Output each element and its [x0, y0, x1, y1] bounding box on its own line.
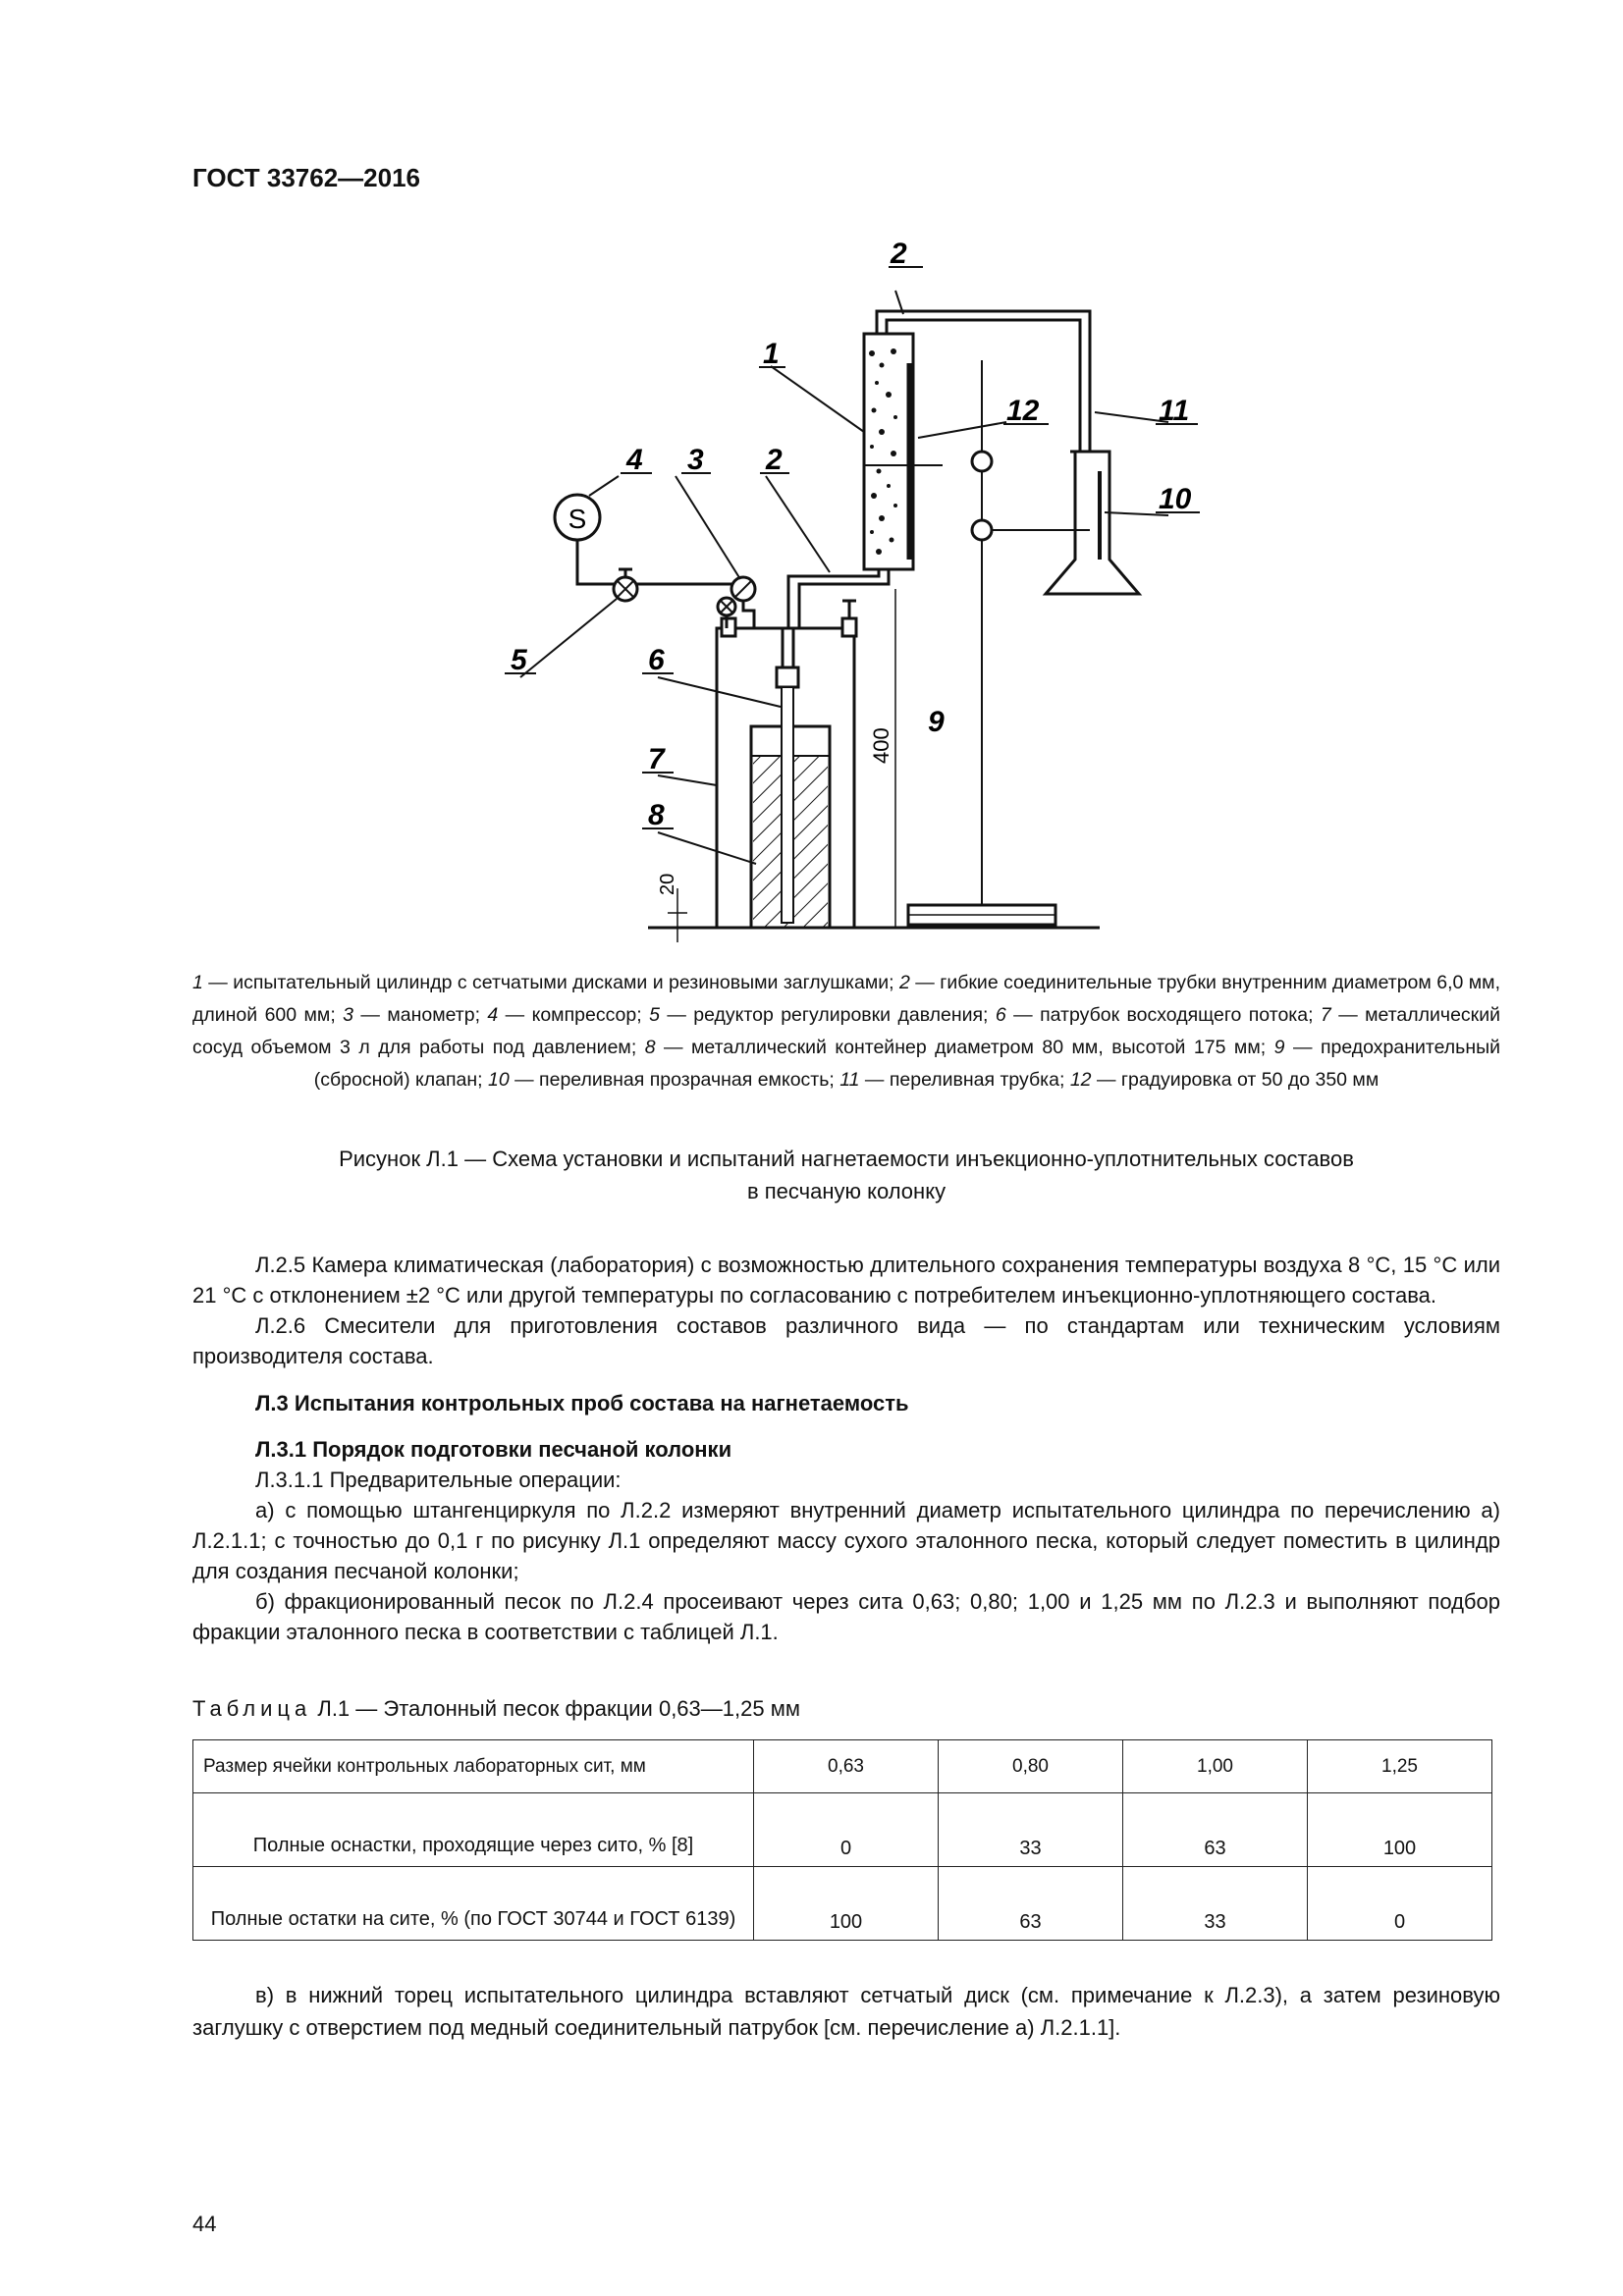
label-2-left: 2 — [766, 444, 783, 476]
paragraph-item-v: в) в нижний торец испытательного цилиндра вставляют сетчатый диск (см. примечание к Л.2.3), а затем резиновую заглушку с отверстием под медный соединительный патрубок [см. перечисление а) Л.2.1.1]. — [192, 1983, 1500, 2040]
table-cell: 33 — [1123, 1867, 1308, 1941]
label-3: 3 — [687, 444, 704, 476]
table-header-cell: 0,63 — [754, 1740, 939, 1793]
gauge-label: S — [568, 504, 587, 534]
dimension-20: 20 — [657, 873, 678, 895]
label-7: 7 — [648, 743, 665, 775]
label-10: 10 — [1159, 483, 1192, 515]
section-heading-l3: Л.3 Испытания контрольных проб состава на нагнетаемость — [255, 1391, 909, 1415]
document-header: ГОСТ 33762—2016 — [192, 163, 420, 192]
table-header-cell: Размер ячейки контрольных лабораторных сит, мм — [193, 1740, 754, 1793]
table-header-cell: 0,80 — [939, 1740, 1123, 1793]
dimension-400: 400 — [869, 727, 893, 764]
paragraph-l25: Л.2.5 Камера климатическая (лаборатория) с возможностью длительного сохранения температуры воздуха 8 °С, 15 °С или 21 °С с отклонением ±2 °С или другой температуры по согласованию с потребителем инъекционно-уплотняющего состава. — [192, 1253, 1500, 1308]
label-9: 9 — [928, 706, 945, 738]
table-header-row — [193, 1740, 1492, 1793]
table-cell: 63 — [1123, 1793, 1308, 1867]
apparatus-diagram — [471, 231, 1192, 937]
table-cell: 33 — [939, 1793, 1123, 1867]
paragraph-item-b: б) фракционированный песок по Л.2.4 просеивают через сита 0,63; 0,80; 1,00 и 1,25 мм по Л.2.3 и выполняют подбор фракции эталонного песка в соответствии с таблицей Л.1. — [192, 1589, 1500, 1644]
table-caption: Таблица Л.1 — Эталонный песок фракции 0,63—1,25 мм — [192, 1696, 800, 1721]
table-cell: 63 — [939, 1867, 1123, 1941]
label-11: 11 — [1159, 395, 1190, 427]
table-row — [193, 1793, 1492, 1867]
page-number: 44 — [192, 2212, 217, 2236]
table-cell: 0 — [1308, 1867, 1492, 1941]
table-header-cell: 1,25 — [1308, 1740, 1492, 1793]
table-cell: 100 — [1308, 1793, 1492, 1867]
subsection-heading-l31: Л.3.1 Порядок подготовки песчаной колонки — [255, 1437, 732, 1462]
body-text — [192, 1250, 1500, 1647]
paragraph-l311: Л.3.1.1 Предварительные операции: — [255, 1468, 622, 1492]
label-4: 4 — [626, 444, 643, 476]
label-5: 5 — [511, 644, 527, 676]
label-8: 8 — [648, 799, 665, 831]
paragraph-l26: Л.2.6 Смесители для приготовления составов различного вида — по стандартам или техническим условиям производителя состава. — [192, 1313, 1500, 1368]
figure-caption: Рисунок Л.1 — Схема установки и испытаний нагнетаемости инъекционно-уплотнительных составов в песчаную колонку — [339, 1147, 1354, 1203]
label-12: 12 — [1006, 395, 1040, 427]
table-cell: Полные остатки на сите, % (по ГОСТ 30744 и ГОСТ 6139) — [193, 1867, 754, 1941]
table-cell: 100 — [754, 1867, 939, 1941]
label-2-top: 2 — [891, 238, 907, 270]
table-cell: Полные оснастки, проходящие через сито, % [8] — [193, 1793, 754, 1867]
label-1: 1 — [763, 338, 780, 370]
figure-legend: 1 — испытательный цилиндр с сетчатыми дисками и резиновыми заглушками; 2 — гибкие соединительные трубки внутренним диаметром 6,0 мм, длиной 600 мм; 3 — манометр; 4 — компрессор; 5 — редуктор регулировки давления; 6 — патрубок восходящего потока; 7 — металлический сосуд объемом 3 л для работы под давлением; 8 — металлический контейнер диаметром 80 мм, высотой 175 мм; 9 — предохранительный (сбросной) клапан; 10 — переливная прозрачная емкость; 11 — переливная трубка; 12 — градуировка от 50 до 350 мм — [192, 972, 1501, 1091]
table-row — [193, 1867, 1492, 1941]
sand-column — [864, 334, 913, 569]
table-cell: 0 — [754, 1793, 939, 1867]
table-header-cell: 1,00 — [1123, 1740, 1308, 1793]
label-6: 6 — [648, 644, 665, 676]
sand-fraction-table — [192, 1739, 1492, 1941]
paragraph-item-a: а) с помощью штангенциркуля по Л.2.2 измеряют внутренний диаметр испытательного цилиндра по перечислению а) Л.2.1.1; с точностью до 0,1 г по рисунку Л.1 определяют массу сухого эталонного песка, который следует поместить в цилиндр для создания песчаной колонки; — [192, 1498, 1500, 1583]
